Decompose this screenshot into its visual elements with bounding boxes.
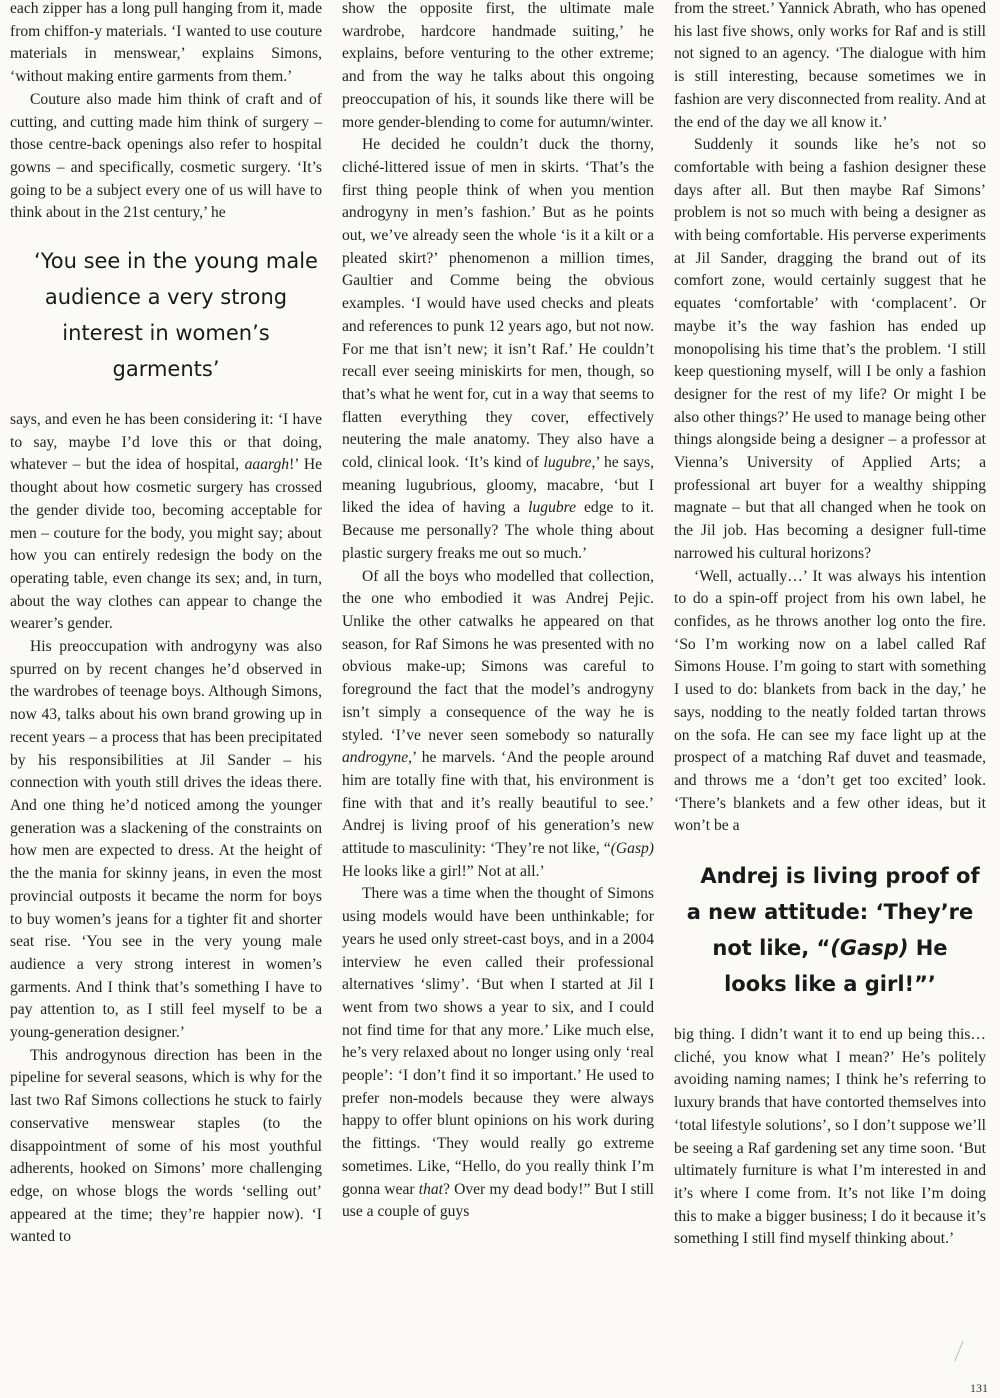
body-paragraph: He decided he couldn’t duck the thorny, cliché-littered issue of men in skirts. ‘That’s the first thing people think of when you mention androgyny in men’s fashion.’ But as he points out, we’ve already seen the whole ‘is it a kilt or a pleated skirt?’ phenomenon a million times, Gaultier and Comme being the obvious examples. ‘I would have used checks and pleats and references to punk 12 years ago, but not now. For me that isn’t new; it isn’t Raf.’ He couldn’t recall ever seeing miniskirts for men, though, so that’s what he went for, cut in a way that seems to flatten everything they cover, effectively neutering the male anatomy. They also have a cold, clinical look. ‘It’s kind of lugubre,’ he says, meaning lugubrious, gloomy, macabre, ‘but I liked the idea of having a lugubre edge to it. Because me personally? The whole thing about plastic surgery freaks me out so much.’: [342, 136, 654, 562]
body-paragraph: says, and even he has been considering it: ‘I have to say, maybe I’d love this or that doing, whatever – but the idea of hospital, aaargh!’ He thought about how cosmetic surgery has crossed the gender divide too, becoming acceptable for men – couture for the body, you might say; about how you can entirely redesign the body on the operating table, even change its sex; and, in turn, about the way clothes can appear to change the wearer’s gender.: [10, 411, 322, 633]
body-paragraph: There was a time when the thought of Simons using models would have been unthinkable; for years he used only street-cast boys, and in a 2004 interview he even called their professional alternatives ‘slimy’. ‘But when I started at Jil I went from two shows a year to six, and I could not find time for that any more.’ Like much else, he’s very relaxed about no longer using only ‘real people’: ‘I don’t find it so important.’ He used to prefer non-models because they were always happy to offer blunt opinions on his work during the fittings. ‘They would really go extreme sometimes. Like, “Hello, do you really think I’m gonna wear that? Over my dead body!” But I still use a couple of guys: [342, 885, 655, 1221]
pull-quote: Andrej is living proof of a new attitude: ‘They’re not like, “(Gasp) He looks like a girl!”’: [686, 864, 980, 997]
body-paragraph: His preoccupation with androgyny was also spurred on by recent changes he’d observed in the wardrobes of teenage boys. Although Simons, now 43, talks about his own brand growing up in recent years – a process that has been precipitated by his responsibilities at Jil Sander – his connection with youth still drives the ideas there. And one thing he’d noticed among the younger generation was a slackening of the constraints on how men are expected to dress. At the height of the the mania for skinny jeans, in even the most provincial outposts it became the norm for boys to buy women’s jeans for a tighter fit and shorter seat rise. ‘You see in the very young male audience a very strong interest in women’s garments. And I think that’s something I have to pay attention to, as I still feel myself to be a young-generation designer.’: [10, 638, 322, 1042]
article-column-1: [10, 0, 322, 1249]
body-paragraph: big thing. I didn’t want it to end up being this… cliché, you know what I mean?’ He’s politely avoiding naming names; I think he’s referring to luxury brands that have contorted themselves into ‘total lifestyle solutions’, so I don’t suppose we’ll be seeing a Raf gardening set any time soon. ‘But ultimately furniture is what I’m interested in and it’s where I come from. It’s not like I’m doing this to make a bigger business; I do it because it’s something I still find myself thinking about.’: [674, 1026, 986, 1248]
pull-quote: ‘You see in the young male audience a very strong interest in women’s garments’: [34, 249, 318, 382]
article-column-2: [342, 0, 654, 1224]
body-paragraph: This androgynous direction has been in the pipeline for several seasons, which is why for the last two Raf Simons collections he stuck to fairly conservative menswear staples (to the disappointment of some of his most youthful adherents, hooked on Simons’ more challenging edge, on whose blogs the words ‘selling out’ appeared at the time; they’re happier now). ‘I wanted to: [10, 1046, 322, 1246]
article-column-3: [674, 0, 986, 1251]
body-paragraph: show the opposite first, the ultimate male wardrobe, hardcore handmade suiting,’ he explains, before venturing to the other extreme; and from the way he talks about this ongoing preoccupation of his, it sounds like there will be more gender-blending to come for autumn/winter.: [342, 0, 654, 131]
body-paragraph: ‘Well, actually…’ It was always his intention to do a spin-off project from his own label, he confides, as he throws another log onto the fire. ‘So I’m working now on a label called Raf Simons House. I’m going to start with something I used to do: blankets from back in the day,’ he says, nodding to the neatly folded tartan throws on the sofa. He can see my face light up at the prospect of a matching Raf duvet and teasmade, and throws me a ‘don’t get too excited’ look. ‘There’s blankets and a few other ideas, but it won’t be a: [674, 567, 986, 835]
body-paragraph: Couture also made him think of craft and of cutting, and cutting made him think of surgery – those centre-back openings also refer to hospital gowns – and specifically, cosmetic surgery. ‘It’s going to be a subject every one of us will have to think about in the 21st century,’ he: [10, 90, 322, 222]
body-paragraph: each zipper has a long pull hanging from it, made from chiffon-y materials. ‘I wanted to use couture materials in menswear,’ explains Simons, ‘without making entire garments from them.’: [10, 0, 322, 86]
body-paragraph: Of all the boys who modelled that collection, the one who embodied it was Andrej Pejic. Unlike the other catwalks he appeared on that season, for Raf Simons he was presented with no obvious make-up; Simons was careful to foreground the fact that the model’s androgyny isn’t simply a consequence of the way he is styled. ‘I’ve never seen somebody so naturally androgyne,’ he marvels. ‘And the people around him are totally fine with that, his environment is fine with that and it’s really beautiful to see.’ Andrej is living proof of his generation’s new attitude to masculinity: ‘They’re not like, “(Gasp) He looks like a girl!” Not at all.’: [342, 567, 654, 880]
margin-mark: [954, 1341, 972, 1366]
body-paragraph: Suddenly it sounds like he’s not so comfortable with being a fashion designer these days after all. But then maybe Raf Simons’ problem is not so much with being a designer as with being comfortable. His perverse experiments at Jil Sander, dragging the brand out of its comfort zone, would certainly suggest that he equates ‘comfortable’ with ‘complacent’. Or maybe it’s the way fashion has ended up monopolising his time that’s the problem. ‘I still keep questioning myself, will I be only a fashion designer for the rest of my life? Or might I be also other things?’ He used to manage being other things alongside being a designer – a professor at Vienna’s University of Applied Arts; a professional art buyer for a wealthy shipping magnate – but that all changed when he took on the Jil job. Has becoming a designer full-time narrowed his cultural horizons?: [674, 136, 986, 562]
body-paragraph: from the street.’ Yannick Abrath, who has opened his last five shows, only works for Raf and is still not signed to an agency. ‘The dialogue with him is still interesting, because sometimes we in fashion are very disconnected from reality. And at the end of the day we all know it.’: [674, 0, 986, 131]
page-number: 131: [970, 1381, 988, 1395]
